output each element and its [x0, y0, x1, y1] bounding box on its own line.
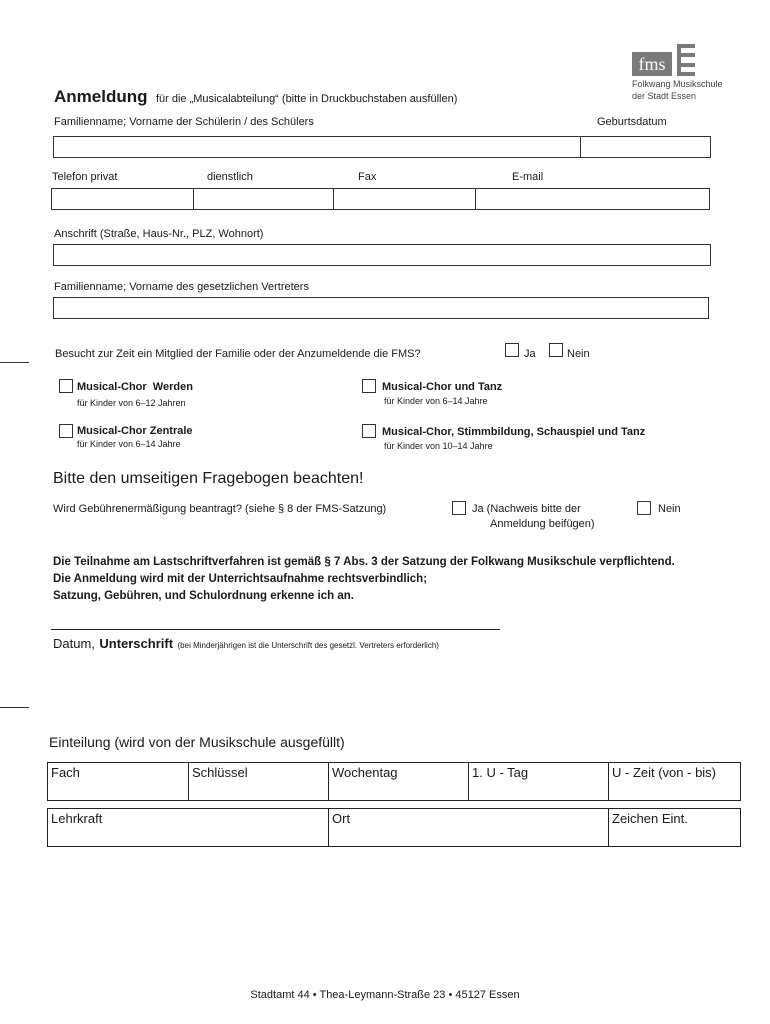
- logo-line2: der Stadt Essen: [632, 91, 697, 101]
- course-werden-name: Musical-Chor Werden: [77, 381, 193, 393]
- course-full-age: für Kinder von 10–14 Jahre: [384, 441, 493, 451]
- cell-u-tag[interactable]: 1. U - Tag: [468, 763, 608, 800]
- phone-work-label: dienstlich: [207, 171, 253, 183]
- course-werden-age: für Kinder von 6–12 Jahren: [77, 398, 186, 408]
- course-chor-tanz-age: für Kinder von 6–14 Jahre: [384, 396, 488, 406]
- phone-private-label: Telefon privat: [52, 171, 118, 183]
- questionnaire-notice: Bitte den umseitigen Fragebogen beachten!: [53, 470, 364, 487]
- student-name-label: Familienname; Vorname der Schülerin / des Schülers: [54, 116, 314, 128]
- address-field[interactable]: [53, 244, 711, 266]
- legal-line-2: Die Anmeldung wird mit der Unterrichtsaufnahme rechtsverbindlich;: [53, 573, 428, 585]
- logo-e-glyph: [677, 44, 695, 76]
- guardian-label: Familienname; Vorname des gesetzlichen Vertreters: [54, 281, 309, 293]
- course-zentrale-name: Musical-Chor Zentrale: [77, 425, 193, 437]
- fee-question: Wird Gebührenermäßigung beantragt? (siehe § 8 der FMS-Satzung): [53, 503, 387, 515]
- fold-mark-bottom: [0, 707, 29, 708]
- allocation-row-2: [47, 808, 741, 847]
- allocation-title: Einteilung (wird von der Musikschule ausgefüllt): [49, 734, 345, 750]
- fax-label: Fax: [358, 171, 377, 183]
- phone-work-field[interactable]: [193, 188, 334, 210]
- student-name-field[interactable]: [53, 136, 581, 158]
- course-chor-tanz-name: Musical-Chor und Tanz: [382, 381, 503, 393]
- fms-logo: [632, 44, 732, 104]
- cell-schluessel[interactable]: Schlüssel: [188, 763, 328, 800]
- fee-no-checkbox[interactable]: [637, 501, 651, 515]
- fold-mark-top: [0, 362, 29, 363]
- legal-line-1: Die Teilnahme am Lastschriftverfahren ist gemäß § 7 Abs. 3 der Satzung der Folkwang Musikschule verpflichtend.: [53, 556, 675, 568]
- course-full-name: Musical-Chor, Stimmbildung, Schauspiel und Tanz: [382, 426, 646, 438]
- signature-note: (bei Minderjährigen ist die Unterschrift des gesetzl. Vertreters erforderlich): [177, 641, 439, 650]
- fee-yes-checkbox[interactable]: [452, 501, 466, 515]
- fee-yes-label-2: Anmeldung beifügen): [490, 518, 595, 530]
- cell-fach[interactable]: Fach: [51, 765, 80, 780]
- title-sub: für die „Musicalabteilung“ (bitte in Druckbuchstaben ausfüllen): [155, 93, 458, 105]
- cell-u-zeit[interactable]: U - Zeit (von - bis): [608, 763, 740, 800]
- course-full-checkbox[interactable]: [362, 424, 376, 438]
- family-member-question: Besucht zur Zeit ein Mitglied der Familie oder der Anzumeldende die FMS?: [55, 348, 421, 360]
- signature-label: Unterschrift: [99, 636, 174, 651]
- cell-wochentag[interactable]: Wochentag: [328, 763, 468, 800]
- logo-mark-text: fms: [638, 54, 666, 74]
- logo-mark-box: [632, 52, 672, 76]
- course-zentrale-age: für Kinder von 6–14 Jahre: [77, 439, 181, 449]
- cell-zeichen[interactable]: Zeichen Eint.: [608, 809, 740, 846]
- course-chor-tanz-checkbox[interactable]: [362, 379, 376, 393]
- family-member-yes-label: Ja: [524, 348, 536, 360]
- title-main: Anmeldung: [54, 87, 148, 106]
- logo-line1: Folkwang Musikschule: [632, 79, 723, 89]
- family-member-no-checkbox[interactable]: [549, 343, 563, 357]
- fax-field[interactable]: [333, 188, 476, 210]
- birthdate-label: Geburtsdatum: [597, 116, 667, 128]
- family-member-no-label: Nein: [567, 348, 590, 360]
- date-label: Datum,: [53, 636, 95, 651]
- family-member-yes-checkbox[interactable]: [505, 343, 519, 357]
- fee-no-label: Nein: [658, 503, 681, 515]
- signature-line[interactable]: [51, 629, 500, 630]
- cell-ort[interactable]: Ort: [328, 809, 608, 846]
- guardian-field[interactable]: [53, 297, 709, 319]
- address-label: Anschrift (Straße, Haus-Nr., PLZ, Wohnort): [54, 228, 264, 240]
- cell-lehrkraft[interactable]: Lehrkraft: [51, 811, 103, 826]
- course-werden-checkbox[interactable]: [59, 379, 73, 393]
- allocation-row-1: [47, 762, 741, 801]
- page-title: [54, 87, 457, 107]
- email-label: E-mail: [512, 171, 544, 183]
- footer-address: Stadtamt 44 • Thea-Leymann-Straße 23 • 45127 Essen: [250, 989, 520, 1001]
- email-field[interactable]: [475, 188, 710, 210]
- legal-line-3: Satzung, Gebühren, und Schulordnung erkenne ich an.: [53, 590, 354, 602]
- course-zentrale-checkbox[interactable]: [59, 424, 73, 438]
- fee-yes-label-1: Ja (Nachweis bitte der: [472, 503, 581, 515]
- birthdate-field[interactable]: [580, 136, 711, 158]
- phone-private-field[interactable]: [51, 188, 194, 210]
- signature-caption: [53, 635, 439, 653]
